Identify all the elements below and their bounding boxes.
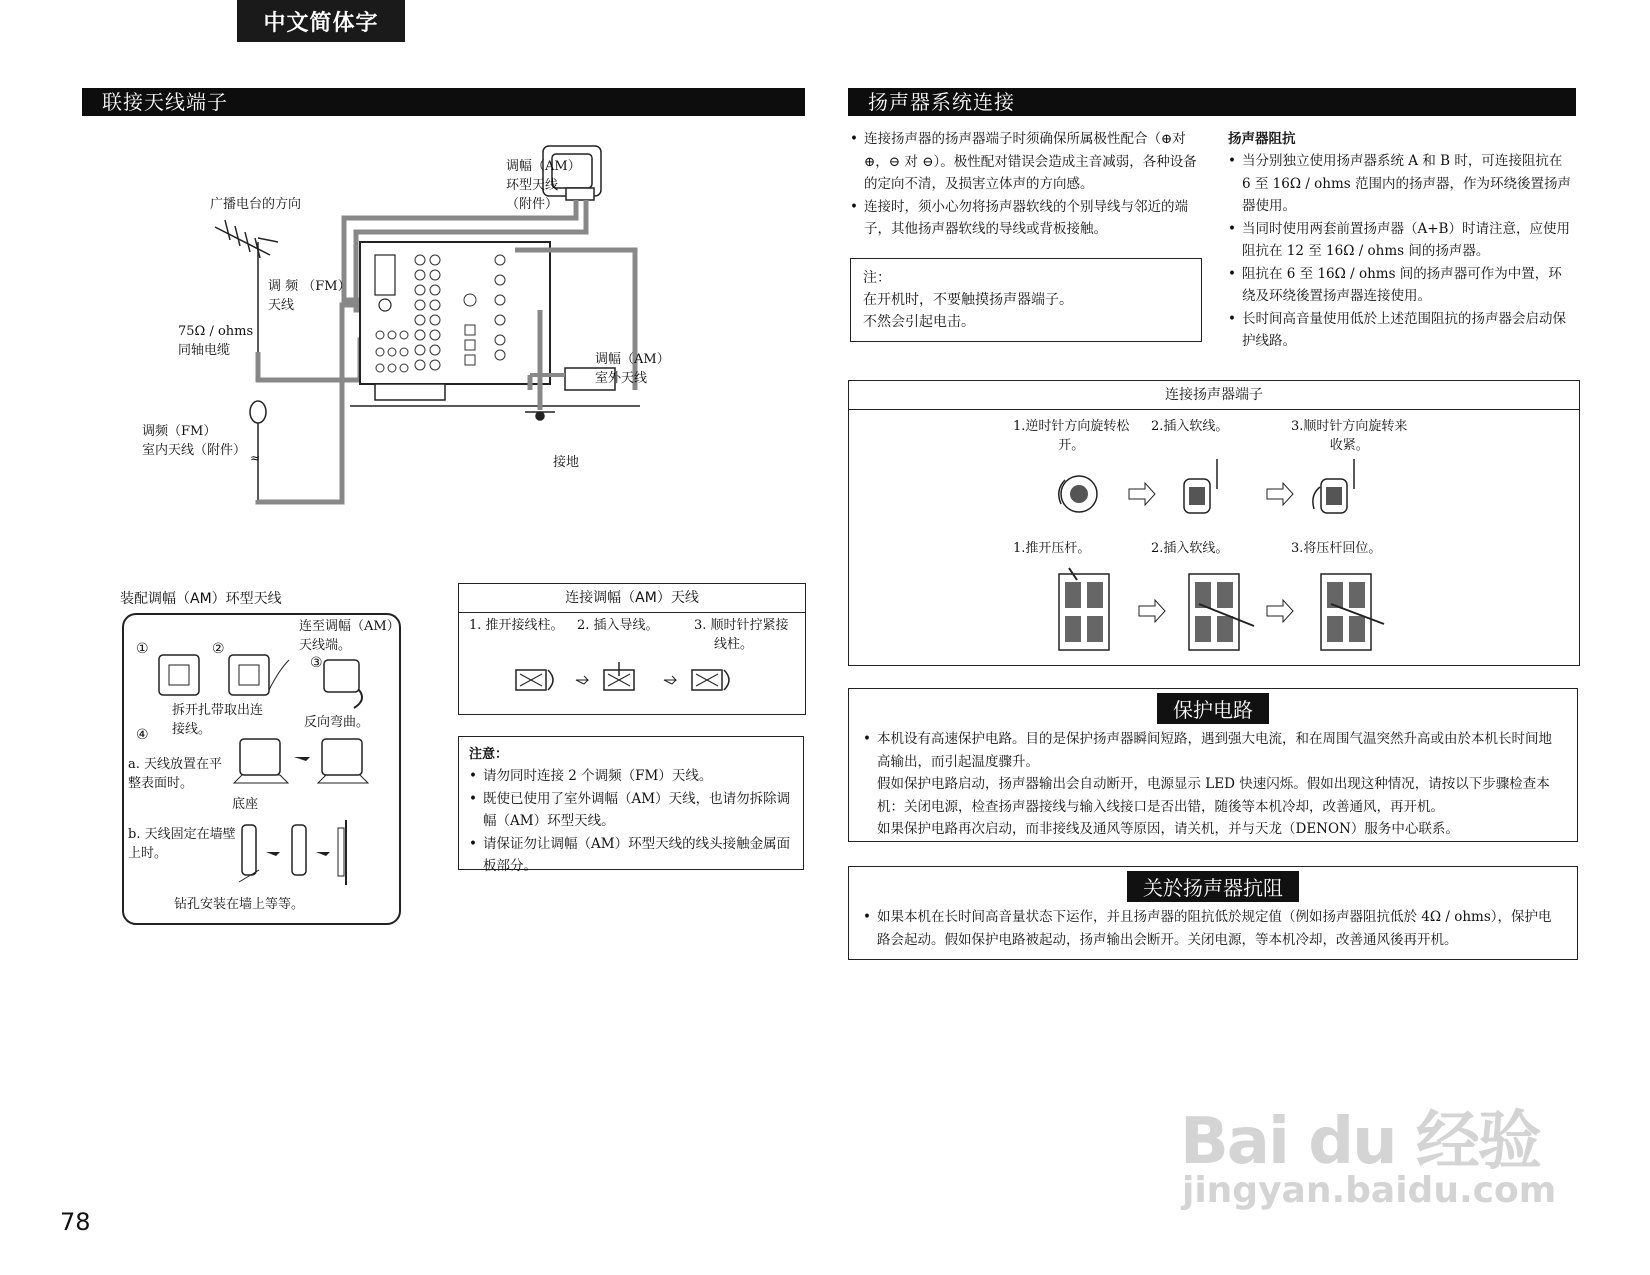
impedance-bullet: • 当分别独立使用扬声器系统 A 和 B 时，可连接阻抗在 6 至 16Ω / ohms 范围内的扬声器，作为环绕後置扬声器使用。 [1228,150,1572,218]
receiver-panel-icon [360,242,550,400]
language-tab: 中文简体字 [237,0,405,42]
assembly-a: a. 天线放置在平 整表面时。 [128,757,223,791]
am-connect-title: 连接调幅（AM）天线 [459,584,805,613]
note-right-title: 注： [863,270,891,286]
label-am-loop: 调幅（AM） 环型天线 （附件） [506,159,581,212]
label-fm-antenna: 调 频 （FM） 天线 [268,279,351,313]
label-ground: 接地 [553,455,580,470]
impedance-bullet: • 长时间高音量使用低於上述范围阻抗的扬声器会启动保护线路。 [1228,308,1572,353]
section-title-speakers: 扬声器系统连接 [848,88,1576,116]
speaker-connection-notes [850,128,1202,241]
speaker-terminal-box [848,380,1580,666]
terminal-lever-step-1: 1.推开压杆。 [1013,541,1091,556]
impedance-title: 扬声器阻抗 [1228,131,1296,147]
step-2-num: ② [212,641,225,657]
caution-left-item: • 既使已使用了室外调幅（AM）天线，也请勿拆除调幅（AM）环型天线。 [469,788,793,833]
step-4-num: ④ [136,727,149,743]
caution-left-item: • 请保证勿让调幅（AM）环型天线的线头接触金属面板部分。 [469,833,793,878]
impedance-notes [1228,128,1572,353]
assembly-panel [122,613,401,925]
protection-bullet: • 本机设有高速保护电路。目的是保护扬声器瞬间短路，遇到强大电流，和在周围气温突然升高或由於本机长时间地高输出，而引起温度骤升。 [863,728,1563,773]
step-3-num: ③ [310,655,323,671]
terminal-step-1: 1.逆时针方向旋转松 开。 [1013,419,1130,453]
caution-left-box [458,736,804,874]
caution-left-item: • 请勿同时连接 2 个调频（FM）天线。 [469,765,793,788]
impedance-bullet: • 阻抗在 6 至 16Ω / ohms 间的扬声器可作为中置，环绕及环绕後置扬声器连接使用。 [1228,263,1572,308]
impedance-box [848,866,1578,960]
baidu-watermark-url: jingyan.baidu.com [1182,1170,1557,1211]
assembly-base: 底座 [232,797,259,812]
protection-title: 保护电路 [1157,693,1269,724]
protection-para: 假如保护电路启动，扬声器输出会自动断开，电源显示 LED 快速闪烁。假如出现这种情况，请按以下步骤检查本机：关闭电源，检查扬声器接线与输入线接口是否出错，随後等本机冷却，改善通风，再开机。 [877,776,1550,815]
am-step-3: 3. 顺时针拧紧接 线柱。 [694,618,789,652]
impedance-box-bullet: • 如果本机在长时间高音量状态下运作，并且扬声器的阻抗低於规定值（例如扬声器阻抗低於 4Ω / ohms），保护电路会起动。假如保护电路被起动，扬声输出会断开。关闭电源，等本机冷却，改善通风後再开机。 [863,906,1563,951]
assembly-untie: 拆开扎带取出连 接线。 [172,703,264,737]
am-loop-flat-icon [232,735,392,795]
caution-left-title: 注意： [469,747,509,762]
baidu-watermark-logo: Bai du 经验 [1180,1105,1540,1179]
speaker-bullet: • 连接扬声器的扬声器端子时须确保所属极性配合（⊕对 ⊕，⊖ 对 ⊖）。极性配对错误会造成主音减弱，各种设备的定向不清，及损害立体声的方向感。 [850,128,1202,196]
note-right-box [850,258,1202,342]
note-right-line: 不然会引起电击。 [863,314,975,330]
assembly-connect-to: 连至调幅（AM） 天线端。 [299,619,400,653]
protection-box [848,688,1578,842]
terminal-step-3: 3.顺时针方向旋转来 收紧。 [1291,419,1408,453]
speaker-bullet: • 连接时，须小心勿将扬声器软线的个别导线与邻近的端子，其他扬声器软线的导线或背板接触。 [850,196,1202,241]
section-title-antenna: 联接天线端子 [82,88,805,116]
impedance-box-title: 关於扬声器抗阻 [1127,871,1299,902]
label-coax: 75Ω / ohms 同轴电缆 [178,324,254,358]
label-fm-indoor: 调频（FM） 室内天线（附件） [142,424,247,458]
speaker-terminal-title: 连接扬声器端子 [849,381,1579,410]
am-step-2: 2. 插入导线。 [577,618,659,633]
am-loop-wall-icon [234,820,394,890]
am-connect-box [458,583,806,715]
assembly-drill: 钻孔安装在墙上等等。 [174,897,305,912]
screw-terminal-steps-icon [1049,459,1389,529]
svg-text:≈: ≈ [250,451,261,465]
terminal-step-2: 2.插入软线。 [1151,419,1229,434]
assembly-b: b. 天线固定在墙壁 上时。 [128,827,236,861]
step-1-num: ① [136,641,149,657]
protection-para: 如果保护电路再次启动，而非接线及通风等原因，请关机，并与天龙（DENON）服务中心联系。 [877,821,1459,837]
label-am-outdoor: 调幅（AM） 室外天线 [595,352,670,386]
ground-icon [525,412,555,420]
am-step-1: 1. 推开接线柱。 [469,618,564,633]
lever-terminal-steps-icon [1049,566,1389,658]
fm-indoor-antenna-icon [250,401,266,500]
assembly-title: 装配调幅（AM）环型天线 [120,591,282,607]
am-terminal-steps-icon [514,662,754,702]
page-number: 78 [60,1208,91,1236]
label-broadcast-direction: 广播电台的方向 [210,197,302,212]
terminal-lever-step-2: 2.插入软线。 [1151,541,1229,556]
impedance-bullet: • 当同时使用两套前置扬声器（A+B）时请注意，应使用阻抗在 12 至 16Ω / ohms 间的扬声器。 [1228,218,1572,263]
terminal-lever-step-3: 3.将压杆回位。 [1291,541,1382,556]
note-right-line: 在开机时，不要触摸扬声器端子。 [863,292,1073,308]
assembly-bend: 反向弯曲。 [304,715,370,730]
